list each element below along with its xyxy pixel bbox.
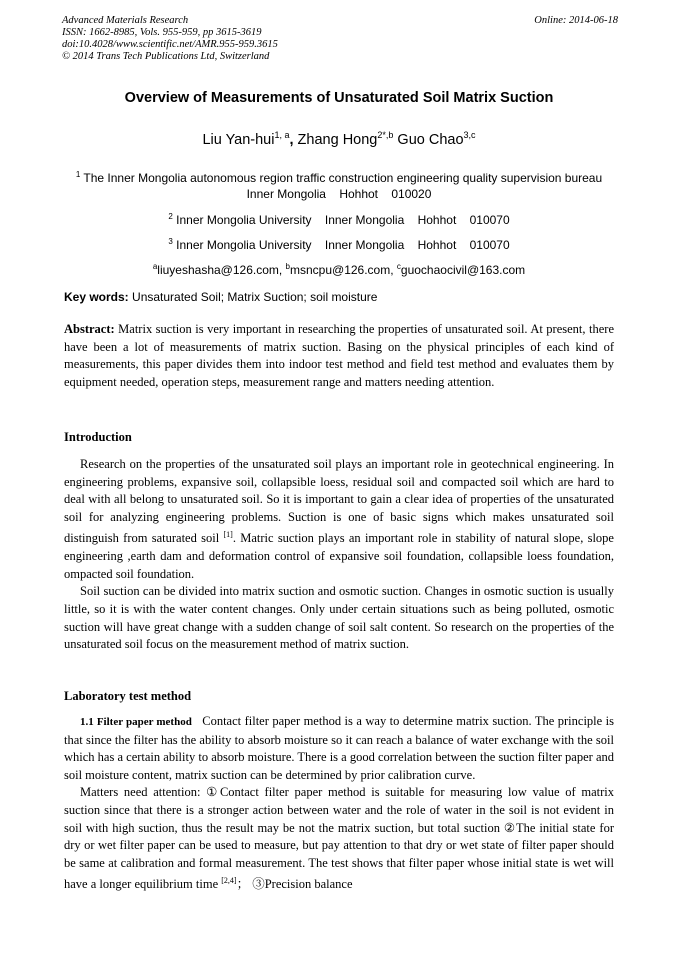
lab-p2-text: Matters need attention: ①Contact filter paper method is suitable for measuring low value of matrix suction since that there is a stronger action between water and the role of water in the soil is not evident in soil with high suction, thus the result may be not the matrix suction, but total suction ②The initial state for dry or wet filter paper can be used to measure, but pay attention to that dry or wet state of filter paper should be same at calibration and formal measurement. The test shows that filter paper whose initial state is wet will have a longer equilibrium time: [64, 785, 614, 892]
affiliation-1: [0, 167, 678, 202]
abstract-label: Abstract:: [64, 322, 115, 336]
abstract: [64, 321, 614, 391]
online-date: Online: 2014-06-18: [534, 15, 618, 26]
doi-line: doi:10.4028/www.scientific.net/AMR.955-959.3615: [62, 39, 278, 50]
aff3-sup: 3: [168, 237, 173, 246]
email-c-sup: c: [396, 262, 401, 271]
email-a[interactable]: liuyeshasha@126.com,: [157, 263, 286, 277]
affiliation-2: [0, 209, 678, 228]
aff2-text: Inner Mongolia University Inner Mongolia Hohhot 010070: [172, 213, 510, 227]
journal-name: Advanced Materials Research: [62, 15, 189, 26]
issn-line: ISSN: 1662-8985, Vols. 955-959, pp 3615-3619: [62, 27, 262, 38]
lab-paragraph-1: [64, 713, 618, 784]
journal-header: [62, 15, 618, 63]
aff1-line1: The Inner Mongolia autonomous region traffic construction engineering quality supervision bureau: [80, 171, 603, 185]
intro-paragraph-2: Soil suction can be divided into matrix suction and osmotic suction. Changes in osmotic suction is usually little, so it is with the water content changes. Only under certain situations such as being polluted, osmotic suction will have great change with a sudden change of soil salt content. So research on the properties of the unsaturated soil focus on the measurement method of matrix suction.: [64, 584, 614, 652]
aff2-sup: 2: [168, 212, 173, 221]
keywords-text: Unsaturated Soil; Matrix Suction; soil moisture: [128, 290, 378, 304]
citation-2-4: [2,4]: [221, 876, 237, 886]
filter-paper-subheading: 1.1 Filter paper method: [80, 716, 192, 728]
author-2: Zhang Hong: [293, 131, 378, 148]
email-b-sup: b: [285, 262, 290, 271]
author-3-sup: 3,c: [463, 130, 476, 140]
email-b[interactable]: msncpu@126.com,: [290, 263, 397, 277]
keywords: [64, 290, 377, 304]
author-1-sup: 1, a: [274, 130, 290, 140]
author-1: Liu Yan-hui: [202, 131, 275, 148]
introduction-heading: Introduction: [64, 430, 132, 444]
aff1-line2: Inner Mongolia Hohhot 010020: [246, 187, 432, 201]
laboratory-heading: Laboratory test method: [64, 689, 192, 703]
author-separator: ,: [289, 131, 294, 148]
author-3: Guo Chao: [393, 131, 464, 148]
author-line: [0, 130, 678, 148]
intro-p1-text-cont: . Matric suction plays an important role in stability of natural slope, slope engineering ,earth dam and deformation control of expansive soil foundation, collapsible loess foundation, ompacted soil foundation.: [64, 531, 614, 581]
copyright-line: © 2014 Trans Tech Publications Ltd, Switzerland: [62, 51, 270, 62]
author-2-sup: 2*,b: [377, 130, 394, 140]
keywords-label: Key words:: [64, 290, 129, 304]
aff3-text: Inner Mongolia University Inner Mongolia Hohhot 010070: [172, 238, 510, 252]
affiliation-3: [0, 234, 678, 253]
email-c[interactable]: guochaocivil@163.com: [400, 263, 526, 277]
intro-p1-text: Research on the properties of the unsaturated soil plays an important role in geotechnical engineering. In engineering problems, expansive soil, collapsible loess, residual soil and compacted soil which are hard to deal with all belong to unsaturated soil. So it is important to gain a clear idea of properties of the unsaturated soil for analyzing engineering problems. Suction is one of basic signs which makes unsaturated soil distinguish from saturated soil: [64, 457, 614, 546]
intro-paragraph-1: [64, 456, 614, 583]
lab-p1-text: Contact filter paper method is a way to determine matrix suction. The principle is that since the filter has the ability to absorb moisture so it can reach a balance of water exchange with the soil which has a certain ability to absorb moisture. There is a good correlation between the suction filter paper and soil moisture content, matrix suction can be determined by prior calibration curve.: [64, 714, 618, 782]
laboratory-body: [64, 713, 618, 894]
lab-p2-text-cont: ； ③Precision balance: [236, 877, 353, 892]
lab-paragraph-2: [64, 784, 614, 894]
email-line: [0, 259, 678, 278]
email-a-sup: a: [152, 262, 158, 271]
paper-title: Overview of Measurements of Unsaturated Soil Matrix Suction: [124, 90, 554, 106]
aff1-sup: 1: [75, 170, 81, 179]
introduction-body: [64, 456, 614, 654]
citation-1: [1]: [223, 530, 233, 540]
abstract-text: Matrix suction is very important in researching the properties of unsaturated soil. At present, there have been a lot of measurements of matrix suction. Basing on the physical principles of each kind of measurements, this paper divides them into indoor test method and field test method and evaluates them by equipment needed, operation steps, measurement range and matters needing attention.: [64, 322, 614, 389]
